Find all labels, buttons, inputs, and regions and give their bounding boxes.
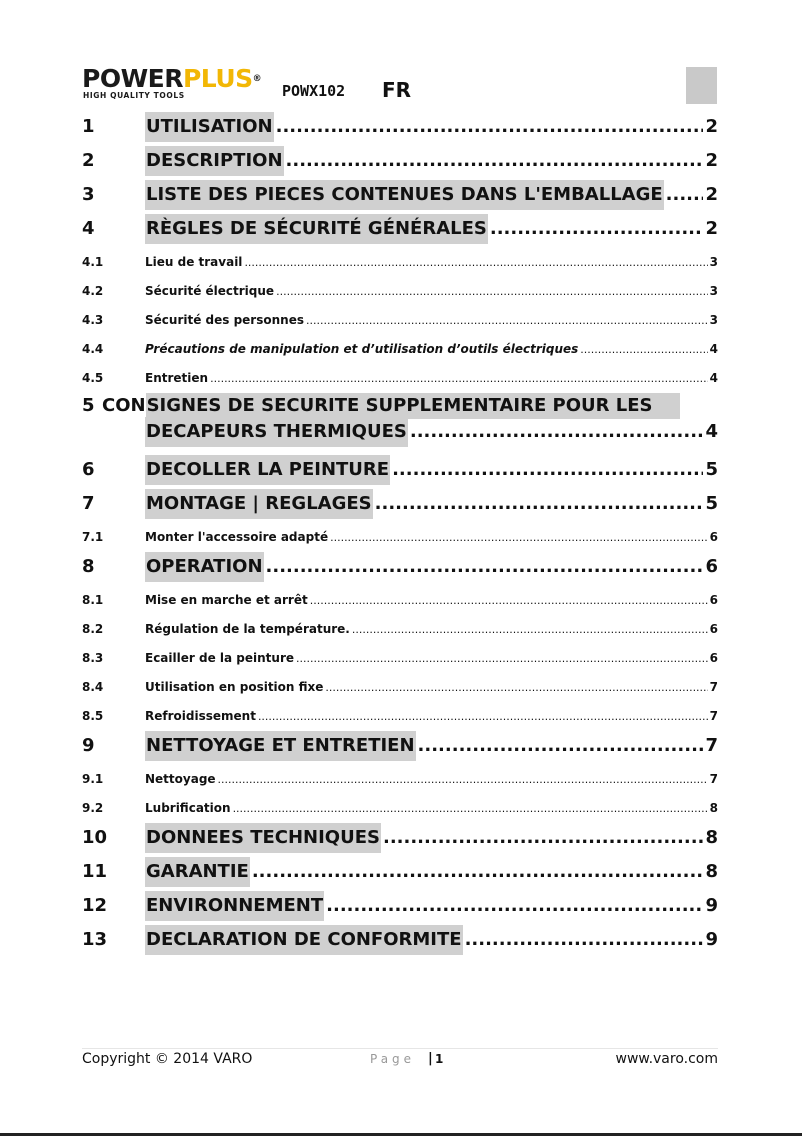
toc-entry-10[interactable] xyxy=(82,823,718,857)
toc-title-line1: SIGNES DE SECURITE SUPPLEMENTAIRE POUR LES xyxy=(146,393,680,419)
toc-page: 4 xyxy=(709,342,718,356)
toc-leader-dots xyxy=(410,417,704,447)
toc-title: DONNEES TECHNIQUES xyxy=(145,823,381,853)
toc-leader-dots xyxy=(210,364,708,393)
logo-plus-text: PLUS xyxy=(182,64,253,93)
toc-entry-5-line2 xyxy=(145,417,718,447)
page-header xyxy=(82,64,718,108)
toc-number: 4.1 xyxy=(82,255,104,269)
toc-number: 9 xyxy=(82,735,95,756)
toc-title: Précautions de manipulation et d’utilisation d’outils électriques xyxy=(145,342,579,356)
toc-page: 8 xyxy=(709,801,718,815)
toc-leader-dots xyxy=(392,455,703,485)
toc-page: 7 xyxy=(705,735,718,756)
toc-title: Nettoyage xyxy=(145,772,216,786)
toc-entry-2[interactable] xyxy=(82,146,718,180)
toc-number: 8.2 xyxy=(82,622,104,636)
toc-title-prefix: CON xyxy=(102,395,146,416)
toc-entry-5[interactable] xyxy=(82,393,718,455)
toc-title: Lubrification xyxy=(145,801,231,815)
toc-leader-dots xyxy=(286,146,704,176)
toc-page: 6 xyxy=(709,651,718,665)
powerplus-logo xyxy=(82,66,272,100)
toc-page: 2 xyxy=(705,218,718,239)
toc-leader-dots xyxy=(580,335,707,364)
page-footer xyxy=(82,1048,718,1073)
model-number: POWX102 xyxy=(282,82,346,100)
toc-page: 7 xyxy=(709,709,718,723)
toc-title: Lieu de travail xyxy=(145,255,243,269)
toc-number: 9.1 xyxy=(82,772,104,786)
toc-page: 3 xyxy=(709,255,718,269)
toc-entry-13[interactable] xyxy=(82,925,718,959)
toc-entry-4[interactable] xyxy=(82,214,718,248)
toc-page: 3 xyxy=(709,284,718,298)
toc-leader-dots xyxy=(306,306,708,335)
toc-leader-dots xyxy=(266,552,704,582)
toc-leader-dots xyxy=(326,891,703,921)
toc-number: 4 xyxy=(82,218,95,239)
toc-page: 6 xyxy=(709,622,718,636)
toc-number: 8.1 xyxy=(82,593,104,607)
toc-page: 8 xyxy=(705,827,718,848)
toc-title: Entretien xyxy=(145,371,209,385)
toc-entry-12[interactable] xyxy=(82,891,718,925)
toc-leader-dots xyxy=(296,644,708,673)
toc-entry-8-5[interactable] xyxy=(82,702,718,731)
toc-entry-8-2[interactable] xyxy=(82,615,718,644)
toc-leader-dots xyxy=(258,702,708,731)
toc-number: 8.5 xyxy=(82,709,104,723)
page-label: Page xyxy=(370,1052,416,1066)
toc-entry-7-1[interactable] xyxy=(82,523,718,552)
copyright-text: Copyright © 2014 VARO xyxy=(82,1051,253,1067)
toc-leader-dots xyxy=(666,180,704,210)
toc-number: 8.3 xyxy=(82,651,104,665)
toc-page: 6 xyxy=(709,593,718,607)
toc-leader-dots xyxy=(252,857,704,887)
toc-leader-dots xyxy=(218,765,708,794)
logo-tagline: HIGH QUALITY TOOLS xyxy=(83,91,185,100)
toc-title: Ecailler de la peinture xyxy=(145,651,294,665)
toc-leader-dots xyxy=(276,277,708,306)
toc-leader-dots xyxy=(418,731,704,761)
toc-entry-3[interactable] xyxy=(82,180,718,214)
toc-number: 4.2 xyxy=(82,284,104,298)
toc-number: 4.5 xyxy=(82,371,104,385)
toc-entry-4-3[interactable] xyxy=(82,306,718,335)
toc-title: GARANTIE xyxy=(145,857,250,887)
toc-title: UTILISATION xyxy=(145,112,274,142)
toc-number: 13 xyxy=(82,929,108,950)
toc-leader-dots xyxy=(375,489,704,519)
logo-wordmark xyxy=(82,66,261,92)
toc-page: 6 xyxy=(705,556,718,577)
toc-title: Utilisation en position fixe xyxy=(145,680,324,694)
toc-entry-8-3[interactable] xyxy=(82,644,718,673)
toc-title: Sécurité électrique xyxy=(145,284,275,298)
toc-entry-4-5[interactable] xyxy=(82,364,718,393)
toc-leader-dots xyxy=(465,925,704,955)
toc-leader-dots xyxy=(233,794,708,823)
toc-leader-dots xyxy=(310,586,708,615)
toc-entry-4-1[interactable] xyxy=(82,248,718,277)
toc-page: 6 xyxy=(709,530,718,544)
toc-page: 4 xyxy=(705,421,718,442)
page-separator: | xyxy=(428,1051,433,1066)
toc-entry-6[interactable] xyxy=(82,455,718,489)
toc-number: 10 xyxy=(82,827,108,848)
toc-entry-8-1[interactable] xyxy=(82,586,718,615)
toc-number: 7.1 xyxy=(82,530,104,544)
toc-entry-9-1[interactable] xyxy=(82,765,718,794)
toc-number: 6 xyxy=(82,459,95,480)
toc-leader-dots xyxy=(330,523,708,552)
toc-number: 4.4 xyxy=(82,342,104,356)
toc-title: Refroidissement xyxy=(145,709,256,723)
toc-page: 7 xyxy=(709,772,718,786)
toc-leader-dots xyxy=(490,214,704,244)
toc-title: OPERATION xyxy=(145,552,264,582)
logo-registered-mark: ® xyxy=(252,74,262,84)
toc-number: 8.4 xyxy=(82,680,104,694)
toc-title: Mise en marche et arrêt xyxy=(145,593,308,607)
toc-title: DESCRIPTION xyxy=(145,146,284,176)
toc-page: 4 xyxy=(709,371,718,385)
toc-page: 5 xyxy=(705,459,718,480)
toc-title: DECOLLER LA PEINTURE xyxy=(145,455,390,485)
toc-entry-4-2[interactable] xyxy=(82,277,718,306)
website-link[interactable]: www.varo.com xyxy=(615,1051,718,1067)
toc-leader-dots xyxy=(352,615,708,644)
toc-page: 2 xyxy=(705,150,718,171)
toc-title: Monter l'accessoire adapté xyxy=(145,530,329,544)
toc-leader-dots xyxy=(383,823,703,853)
logo-power-text: POWER xyxy=(82,64,183,93)
toc-entry-8-4[interactable] xyxy=(82,673,718,702)
toc-entry-7[interactable] xyxy=(82,489,718,523)
header-grey-tab xyxy=(686,67,717,104)
toc-title: NETTOYAGE ET ENTRETIEN xyxy=(145,731,416,761)
toc-number: 3 xyxy=(82,184,95,205)
toc-title: LISTE DES PIECES CONTENUES DANS L'EMBALLAGE xyxy=(145,180,664,210)
toc-title: ENVIRONNEMENT xyxy=(145,891,324,921)
toc-entry-9[interactable] xyxy=(82,731,718,765)
toc-number: 5 xyxy=(82,395,95,416)
toc-page: 8 xyxy=(705,861,718,882)
page-number: 1 xyxy=(435,1052,444,1066)
toc-title: Régulation de la température. xyxy=(145,622,350,636)
toc-entry-5-line1 xyxy=(82,393,680,419)
toc-number: 4.3 xyxy=(82,313,104,327)
toc-leader-dots xyxy=(244,248,707,277)
toc-entry-4-4[interactable] xyxy=(82,335,718,364)
toc-number: 9.2 xyxy=(82,801,104,815)
toc-page: 2 xyxy=(705,184,718,205)
toc-entry-1[interactable] xyxy=(82,112,718,146)
toc-page: 9 xyxy=(705,929,718,950)
toc-title: DECLARATION DE CONFORMITE xyxy=(145,925,463,955)
toc-entry-8[interactable] xyxy=(82,552,718,586)
language-code: FR xyxy=(382,78,412,102)
toc-number: 7 xyxy=(82,493,95,514)
toc-title: RÈGLES DE SÉCURITÉ GÉNÉRALES xyxy=(145,214,488,244)
toc-title-line2: DECAPEURS THERMIQUES xyxy=(145,417,408,447)
toc-page: 7 xyxy=(709,680,718,694)
toc-page: 5 xyxy=(705,493,718,514)
toc-number: 8 xyxy=(82,556,95,577)
toc-number: 12 xyxy=(82,895,108,916)
toc-page: 9 xyxy=(705,895,718,916)
toc-page: 3 xyxy=(709,313,718,327)
toc-page: 2 xyxy=(705,116,718,137)
toc-number: 1 xyxy=(82,116,95,137)
toc-title: MONTAGE | REGLAGES xyxy=(145,489,373,519)
toc-entry-9-2[interactable] xyxy=(82,794,718,823)
toc-leader-dots xyxy=(325,673,707,702)
toc-number: 2 xyxy=(82,150,95,171)
toc-number: 11 xyxy=(82,861,108,882)
toc-title: Sécurité des personnes xyxy=(145,313,304,327)
toc-entry-11[interactable] xyxy=(82,857,718,891)
table-of-contents xyxy=(82,112,718,959)
toc-leader-dots xyxy=(276,112,704,142)
